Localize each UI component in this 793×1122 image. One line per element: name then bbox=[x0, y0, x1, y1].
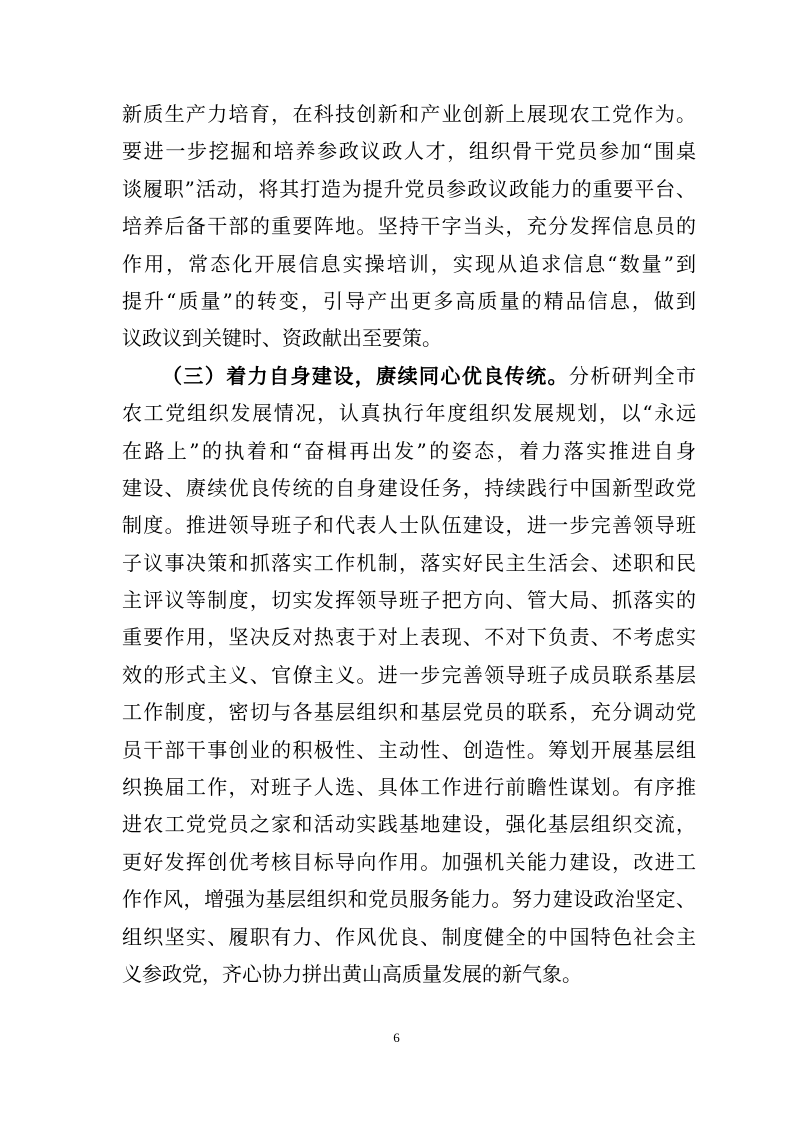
text-line: 建设、赓续优良传统的自身建设任务，持续践行中国新型政党 bbox=[122, 475, 696, 500]
text-line: 更好发挥创优考核目标导向作用。加强机关能力建设，改进工 bbox=[122, 849, 696, 874]
text-line: 义参政党，齐心协力拼出黄山高质量发展的新气象。 bbox=[122, 961, 582, 986]
section-heading: （三）着力自身建设，赓续同心优良传统。 bbox=[162, 363, 569, 388]
text-line-first bbox=[122, 358, 696, 395]
text-line: 农工党组织发展情况，认真执行年度组织发展规划，以“永远 bbox=[122, 401, 696, 426]
text-line: 谈履职”活动，将其打造为提升党员参政议政能力的重要平台、 bbox=[122, 176, 696, 201]
text-line: 工作制度，密切与各基层组织和基层党员的联系，充分调动党 bbox=[122, 700, 696, 725]
text-line: 织换届工作，对班子人选、具体工作进行前瞻性谋划。有序推 bbox=[122, 775, 696, 800]
text-line: 议政议到关键时、资政献出至要策。 bbox=[122, 326, 442, 351]
text-line: 组织坚实、履职有力、作风优良、制度健全的中国特色社会主 bbox=[122, 924, 696, 949]
text-line: 在路上”的执着和“奋楫再出发”的姿态，着力落实推进自身 bbox=[122, 438, 696, 463]
text-line: 主评议等制度，切实发挥领导班子把方向、管大局、抓落实的 bbox=[122, 588, 696, 613]
text-line: 进农工党党员之家和活动实践基地建设，强化基层组织交流， bbox=[122, 812, 696, 837]
text-line: 子议事决策和抓落实工作机制，落实好民主生活会、述职和民 bbox=[122, 550, 696, 575]
text-line: 培养后备干部的重要阵地。坚持干字当头，充分发挥信息员的 bbox=[122, 214, 696, 239]
text-line: 重要作用，坚决反对热衷于对上表现、不对下负责、不考虑实 bbox=[122, 625, 696, 650]
text-line: 员干部干事创业的积极性、主动性、创造性。筹划开展基层组 bbox=[122, 737, 696, 762]
heading-line-rest: 分析研判全市 bbox=[568, 363, 696, 388]
text-line: 作作风，增强为基层组织和党员服务能力。努力建设政治坚定、 bbox=[122, 887, 696, 912]
text-line: 作用，常态化开展信息实操培训，实现从追求信息“数量”到 bbox=[122, 251, 696, 276]
body-text bbox=[122, 96, 696, 993]
page-number: 6 bbox=[393, 1030, 400, 1045]
text-line: 新质生产力培育，在科技创新和产业创新上展现农工党作为。 bbox=[122, 102, 696, 126]
paragraph-2 bbox=[122, 358, 696, 994]
text-line: 制度。推进领导班子和代表人士队伍建设，进一步完善领导班 bbox=[122, 513, 696, 538]
text-line: 要进一步挖掘和培养参政议政人才，组织骨干党员参加“围桌 bbox=[122, 139, 696, 164]
text-line: 效的形式主义、官僚主义。进一步完善领导班子成员联系基层 bbox=[122, 662, 696, 687]
text-line: 提升“质量”的转变，引导产出更多高质量的精品信息，做到 bbox=[122, 288, 696, 313]
paragraph-1 bbox=[122, 96, 696, 358]
